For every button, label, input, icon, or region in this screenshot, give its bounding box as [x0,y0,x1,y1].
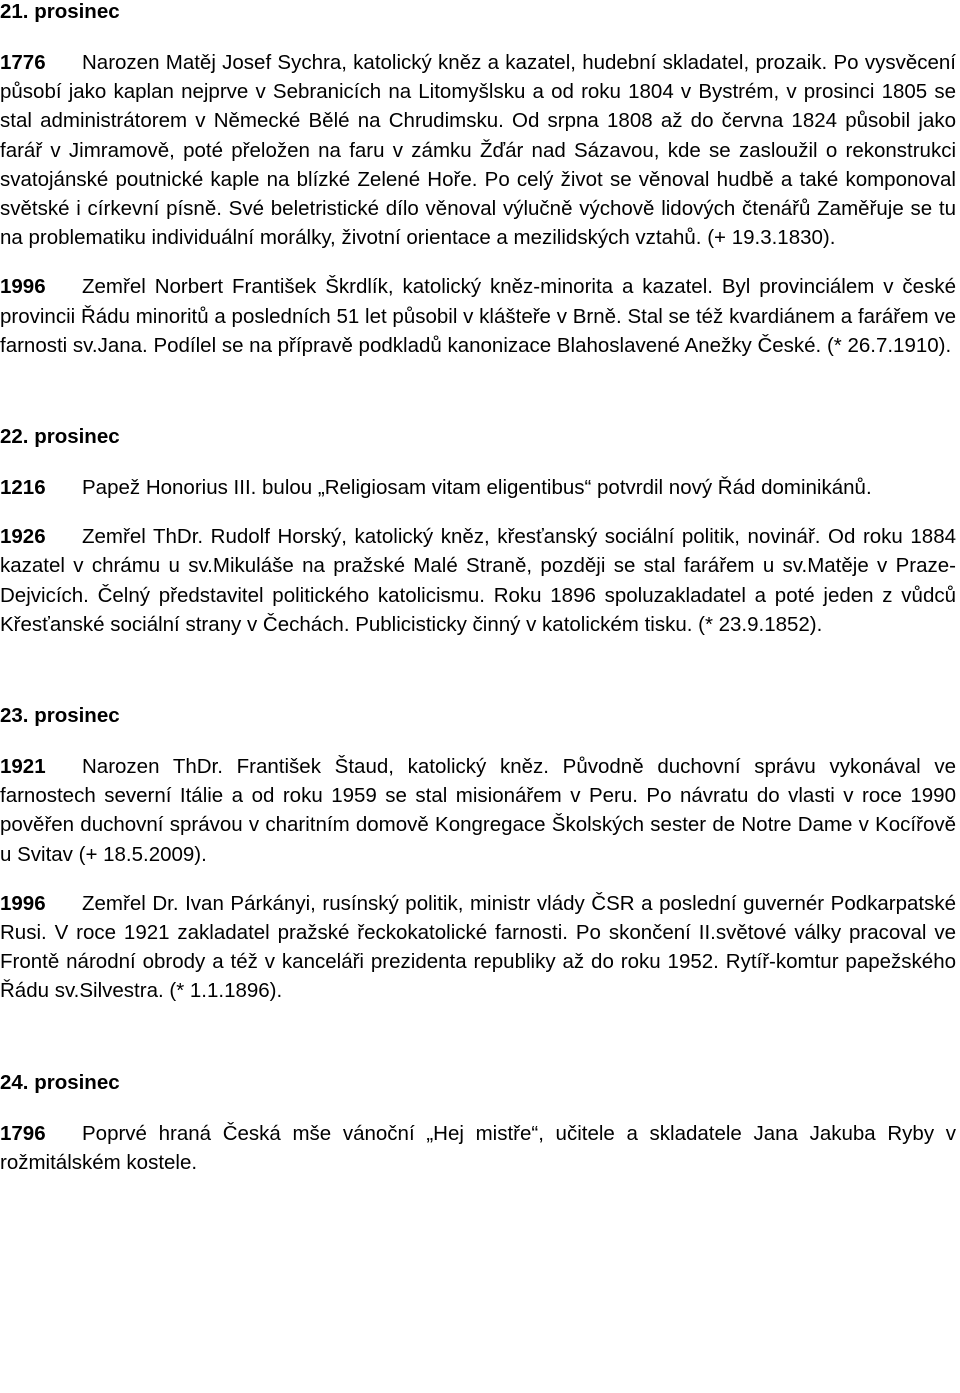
entry-year: 1996 [0,891,46,915]
entry [0,48,956,252]
entry-year: 1996 [0,275,46,299]
entry-year: 1776 [0,51,46,74]
section-24-prosinec [0,1068,956,1177]
entry-year: 1921 [0,755,46,779]
entry-year: 1796 [0,1121,46,1145]
section-date: 23. prosinec [0,704,120,728]
section-21-prosinec [0,0,956,360]
section-23-prosinec [0,701,956,1006]
section-date: 24. prosinec [0,1070,120,1094]
entry [0,272,956,360]
entry [0,473,956,502]
entry-text: Narozen ThDr. František Štaud, katolický kněz. Původně duchovní správu vykonával ve farnostech severní Itálie a od roku 1959 se stal misionářem v Peru. Po návratu do vlasti v roce 1990 pověřen duchovní správou v charitním domově Kongregace Školských sester de Notre Dame v Kocířově u Svitav (+ 18.5.2009). [0,755,956,866]
entry-text: Zemřel Dr. Ivan Párkányi, rusínský politik, ministr vlády ČSR a poslední guvernér Podkarpatské Rusi. V roce 1921 zakladatel pražské řeckokatolické farnosti. Po skončení II.světové války pracoval ve Frontě národní obrody a též v kanceláři prezidenta republiky až do roku 1952. Rytíř-komtur papežského Řádu sv.Silvestra. (* 1.1.1896). [0,891,956,1003]
entry-text: Narozen Matěj Josef Sychra, katolický kněz a kazatel, hudební skladatel, prozaik. Po vysvěcení působí jako kaplan nejprve v Sebranicích na Litomyšlsku a od roku 1804 v Bystrém, v prosinci 1805 se stal administrátorem v Německé Bělé na Chrudimsku. Od srpna 1808 až do června 1824 působil jako farář v Jimramově, poté přeložen na faru v zámku Žďár nad Sázavou, kde se zasloužil o rekonstrukci svatojánské poutnické kaple na blízké Zelené Hoře. Po celý život se věnoval hudbě a také komponoval světské i církevní písně. Své beletristické dílo věnoval výlučně výchově lidových čtenářů Zaměřuje se tu na problematiku individuální morálky, životní orientace a mezilidských vztahů. (+ 19.3.1830). [0,51,956,250]
entry [0,522,956,639]
entry-text: Papež Honorius III. bulou „Religiosam vitam eligentibus“ potvrdil nový Řád dominikánů. [82,476,872,500]
entry [0,1119,956,1177]
entry-text: Poprvé hraná Česká mše vánoční „Hej mistře“, učitele a skladatele Jana Jakuba Ryby v rožmitálském kostele. [0,1121,956,1174]
entry [0,889,956,1006]
entry [0,752,956,869]
entry-text: Zemřel ThDr. Rudolf Horský, katolický kněz, křesťanský sociální politik, novinář. Od roku 1884 kazatel v chrámu u sv.Mikuláše na pražské Malé Straně, později se stal farářem u sv.Matěje v Praze-Dejvicích. Čelný představitel politického katolicismu. Roku 1896 spoluzakladatel a poté jeden z vůdců Křesťanské sociální strany v Čechách. Publicisticky činný v katolickém tisku. (* 23.9.1852). [0,525,956,636]
section-22-prosinec [0,422,956,639]
entry-year: 1216 [0,476,46,500]
section-date: 22. prosinec [0,425,120,449]
entry-text: Zemřel Norbert František Škrdlík, katolický kněz-minorita a kazatel. Byl provinciálem v české provincii Řádu minoritů a posledních 51 let působil v klášteře v Brně. Stal se též kvardiánem a farářem ve farnosti sv.Jana. Podílel se na přípravě podkladů kanonizace Blahoslavené Anežky České. (* 26.7.1910). [0,275,956,357]
section-date: 21. prosinec [0,0,120,23]
entry-year: 1926 [0,525,46,549]
